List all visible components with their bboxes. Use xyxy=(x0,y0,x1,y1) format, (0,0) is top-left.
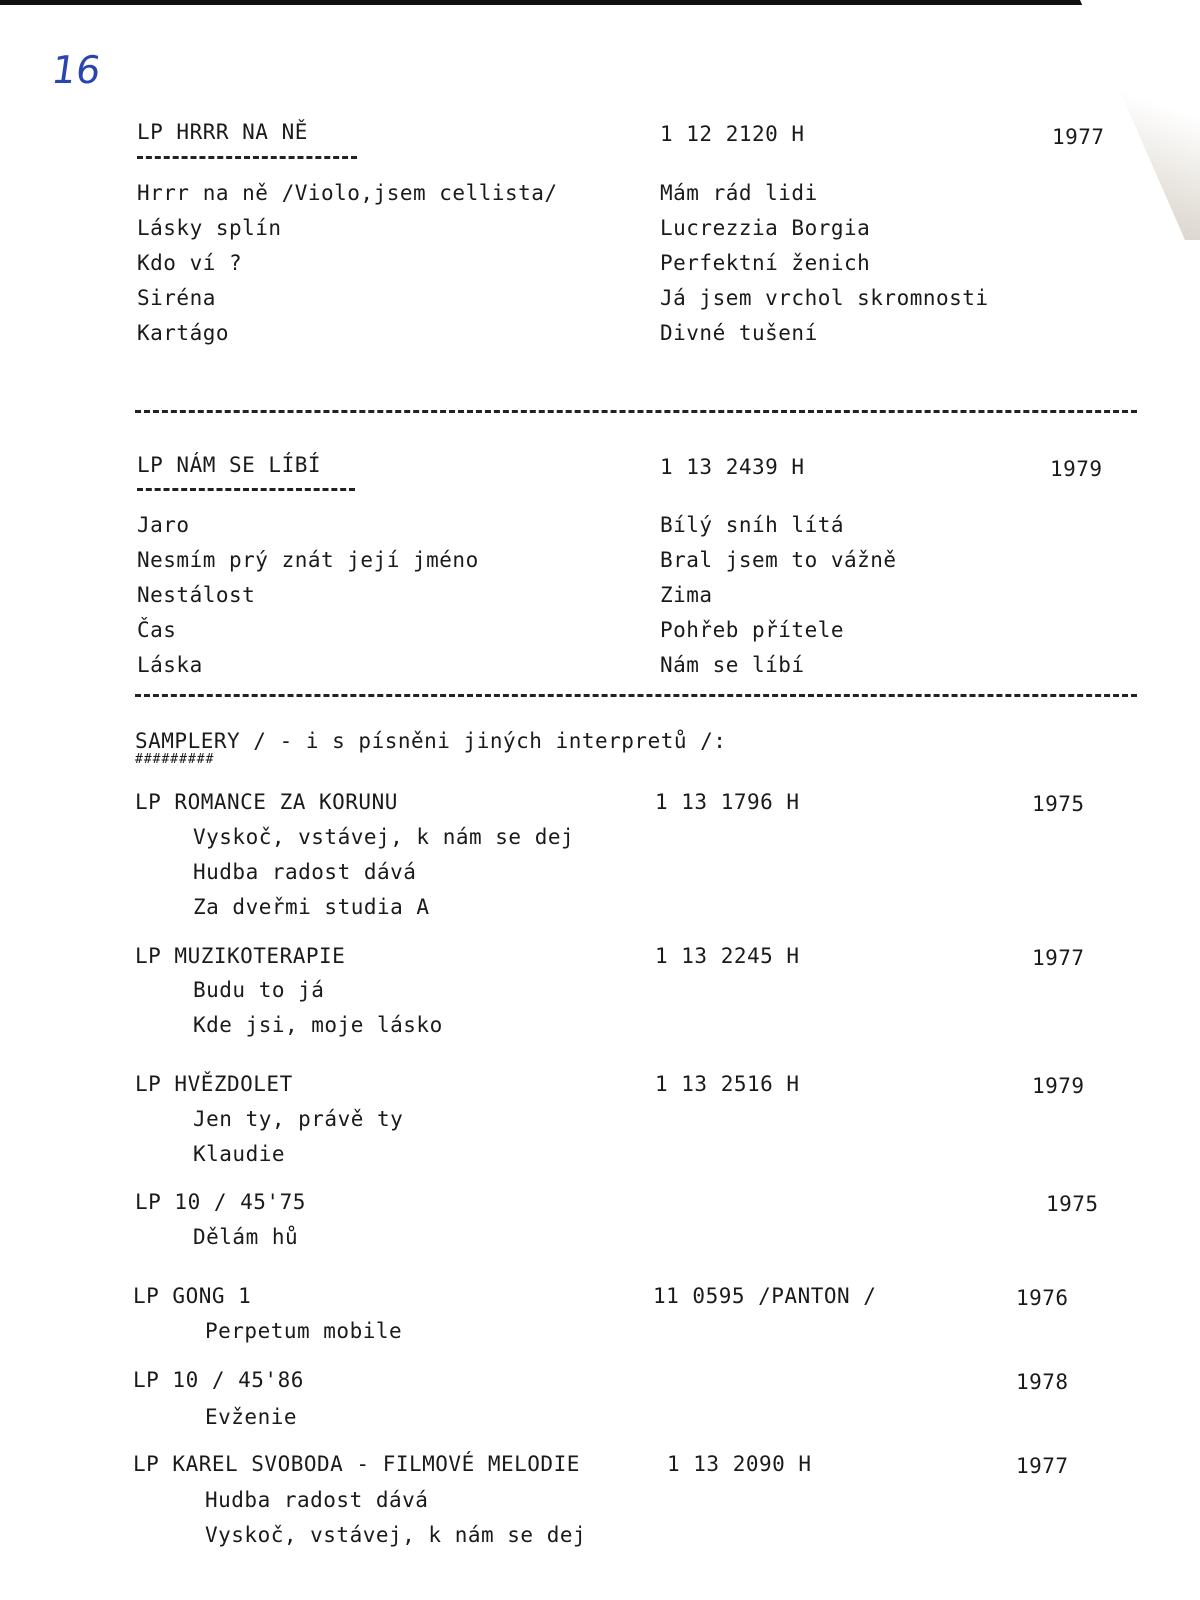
sampler-track: Vyskoč, vstávej, k nám se dej xyxy=(205,1523,587,1547)
sampler-year: 1977 xyxy=(1016,1454,1069,1478)
samplery-underline: ######### xyxy=(135,752,215,767)
album1-track: Já jsem vrchol skromnosti xyxy=(660,286,989,310)
album1-year: 1977 xyxy=(1052,125,1105,149)
album1-track: Lucrezzia Borgia xyxy=(660,216,871,240)
album2-track: Čas xyxy=(137,618,177,642)
album2-track: Nesmím prý znát její jméno xyxy=(137,548,479,572)
sampler-year: 1978 xyxy=(1016,1370,1069,1394)
sampler-title: LP MUZIKOTERAPIE xyxy=(135,944,346,968)
album1-track: Kartágo xyxy=(137,321,230,345)
album1-track: Kdo ví ? xyxy=(137,251,243,275)
sampler-track: Evženie xyxy=(205,1405,298,1429)
album1-underline xyxy=(137,156,357,159)
album1-track: Siréna xyxy=(137,286,216,310)
album2-track: Nestálost xyxy=(137,583,256,607)
sampler-track: Kde jsi, moje lásko xyxy=(193,1013,443,1037)
sampler-track: Perpetum mobile xyxy=(205,1319,403,1343)
scan-top-edge xyxy=(0,0,1200,5)
sampler-title: LP GONG 1 xyxy=(133,1284,252,1308)
folded-page-corner xyxy=(1050,0,1200,240)
sampler-title: LP HVĚZDOLET xyxy=(135,1072,293,1096)
album2-track: Bílý sníh lítá xyxy=(660,513,845,537)
album2-track: Zima xyxy=(660,583,713,607)
samplery-heading: SAMPLERY / - i s písněni jiných interpretů /: xyxy=(135,729,727,753)
sampler-year: 1975 xyxy=(1032,792,1085,816)
album1-track: Hrrr na ně /Violo,jsem cellista/ xyxy=(137,181,558,205)
handwritten-page-number: 16 xyxy=(48,48,104,92)
sampler-year: 1979 xyxy=(1032,1074,1085,1098)
album1-track: Mám rád lidi xyxy=(660,181,818,205)
album1-title: LP HRRR NA NĚ xyxy=(137,120,308,144)
section-divider xyxy=(135,694,1137,697)
sampler-year: 1977 xyxy=(1032,946,1085,970)
album2-track: Láska xyxy=(137,653,203,677)
sampler-title: LP 10 / 45'86 xyxy=(133,1368,304,1392)
section-divider xyxy=(135,410,1137,413)
sampler-year: 1975 xyxy=(1046,1192,1099,1216)
sampler-track: Vyskoč, vstávej, k nám se dej xyxy=(193,825,575,849)
album2-track: Pohřeb přítele xyxy=(660,618,845,642)
album2-track: Nám se líbí xyxy=(660,653,805,677)
sampler-catalog: 11 0595 /PANTON / xyxy=(653,1284,877,1308)
album2-track: Bral jsem to vážně xyxy=(660,548,897,572)
album1-catalog: 1 12 2120 H xyxy=(660,122,805,146)
sampler-catalog: 1 13 2090 H xyxy=(667,1452,812,1476)
sampler-track: Za dveřmi studia A xyxy=(193,895,430,919)
sampler-track: Dělám hů xyxy=(193,1225,299,1249)
sampler-track: Hudba radost dává xyxy=(193,860,417,884)
album2-track: Jaro xyxy=(137,513,190,537)
album1-track: Perfektní ženich xyxy=(660,251,871,275)
album1-track: Lásky splín xyxy=(137,216,282,240)
sampler-title: LP 10 / 45'75 xyxy=(135,1190,306,1214)
album2-title: LP NÁM SE LÍBÍ xyxy=(137,453,322,477)
album2-catalog: 1 13 2439 H xyxy=(660,455,805,479)
album1-track: Divné tušení xyxy=(660,321,818,345)
sampler-title: LP KAREL SVOBODA - FILMOVÉ MELODIE xyxy=(133,1452,580,1476)
sampler-year: 1976 xyxy=(1016,1286,1069,1310)
sampler-track: Jen ty, právě ty xyxy=(193,1107,404,1131)
album2-year: 1979 xyxy=(1050,457,1103,481)
sampler-catalog: 1 13 2245 H xyxy=(655,944,800,968)
sampler-catalog: 1 13 2516 H xyxy=(655,1072,800,1096)
sampler-title: LP ROMANCE ZA KORUNU xyxy=(135,790,398,814)
sampler-catalog: 1 13 1796 H xyxy=(655,790,800,814)
album2-underline xyxy=(137,488,355,491)
sampler-track: Budu to já xyxy=(193,978,325,1002)
sampler-track: Klaudie xyxy=(193,1142,286,1166)
sampler-track: Hudba radost dává xyxy=(205,1488,429,1512)
